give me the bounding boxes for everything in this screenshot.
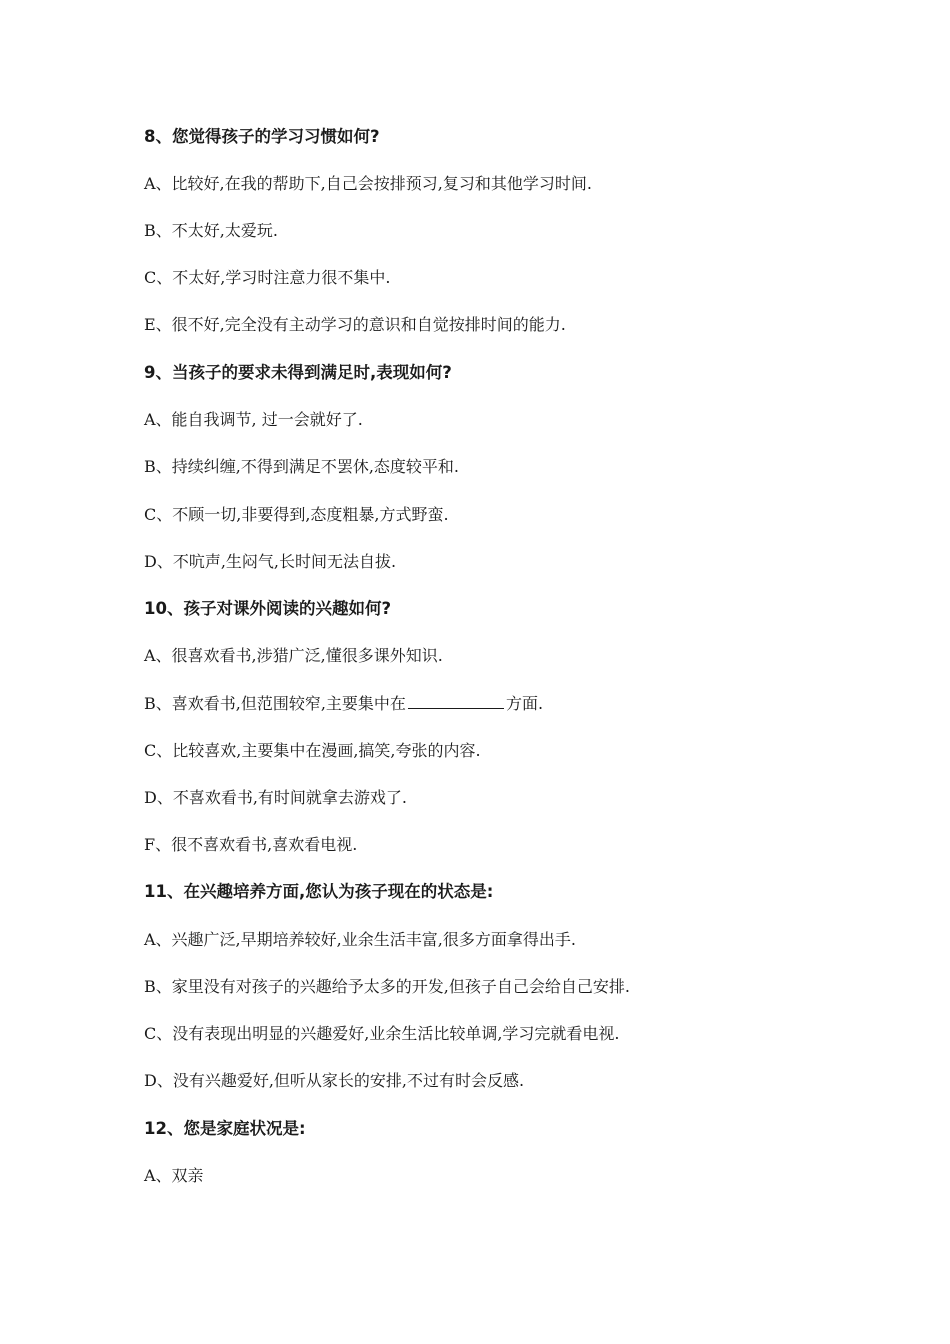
question-9-option-d: D、不吭声,生闷气,长时间无法自拔. <box>144 552 397 571</box>
question-8-option-a: A、比较好,在我的帮助下,自己会按排预习,复习和其他学习时间. <box>144 174 592 193</box>
question-8-option-b: B、不太好,太爱玩. <box>144 221 278 240</box>
question-10-option-a: A、很喜欢看书,涉猎广泛,懂很多课外知识. <box>144 646 443 665</box>
question-10-option-c: C、比较喜欢,主要集中在漫画,搞笑,夸张的内容. <box>144 741 481 760</box>
question-10-option-b-suffix: 方面. <box>505 694 544 713</box>
question-8-title: 8、您觉得孩子的学习习惯如何? <box>144 127 380 146</box>
question-8-option-c: C、不太好,学习时注意力很不集中. <box>144 268 391 287</box>
question-12-title: 12、您是家庭状况是: <box>144 1119 306 1138</box>
question-10-title: 10、孩子对课外阅读的兴趣如何? <box>144 599 392 618</box>
question-9-option-b: B、持续纠缠,不得到满足不罢休,态度较平和. <box>144 457 460 476</box>
question-10-option-b <box>144 692 543 715</box>
question-11-option-b: B、家里没有对孩子的兴趣给予太多的开发,但孩子自己会给自己安排. <box>144 977 630 996</box>
question-12-option-a: A、双亲 <box>144 1166 204 1185</box>
question-11-option-a: A、兴趣广泛,早期培养较好,业余生活丰富,很多方面拿得出手. <box>144 930 576 949</box>
question-10-option-d: D、不喜欢看书,有时间就拿去游戏了. <box>144 788 408 807</box>
question-10-option-f: F、很不喜欢看书,喜欢看电视. <box>144 835 358 854</box>
question-9-option-a: A、能自我调节, 过一会就好了. <box>144 410 363 429</box>
question-10-option-b-text: B、喜欢看书,但范围较窄,主要集中在 <box>144 694 406 713</box>
question-11-title: 11、在兴趣培养方面,您认为孩子现在的状态是: <box>144 882 494 901</box>
question-8-option-e: E、很不好,完全没有主动学习的意识和自觉按排时间的能力. <box>144 315 566 334</box>
question-9-option-c: C、不顾一切,非要得到,态度粗暴,方式野蛮. <box>144 505 449 524</box>
fill-in-blank[interactable] <box>408 692 504 709</box>
question-11-option-c: C、没有表现出明显的兴趣爱好,业余生活比较单调,学习完就看电视. <box>144 1024 620 1043</box>
question-11-option-d: D、没有兴趣爱好,但听从家长的安排,不过有时会反感. <box>144 1071 525 1090</box>
question-9-title: 9、当孩子的要求未得到满足时,表现如何? <box>144 363 452 382</box>
